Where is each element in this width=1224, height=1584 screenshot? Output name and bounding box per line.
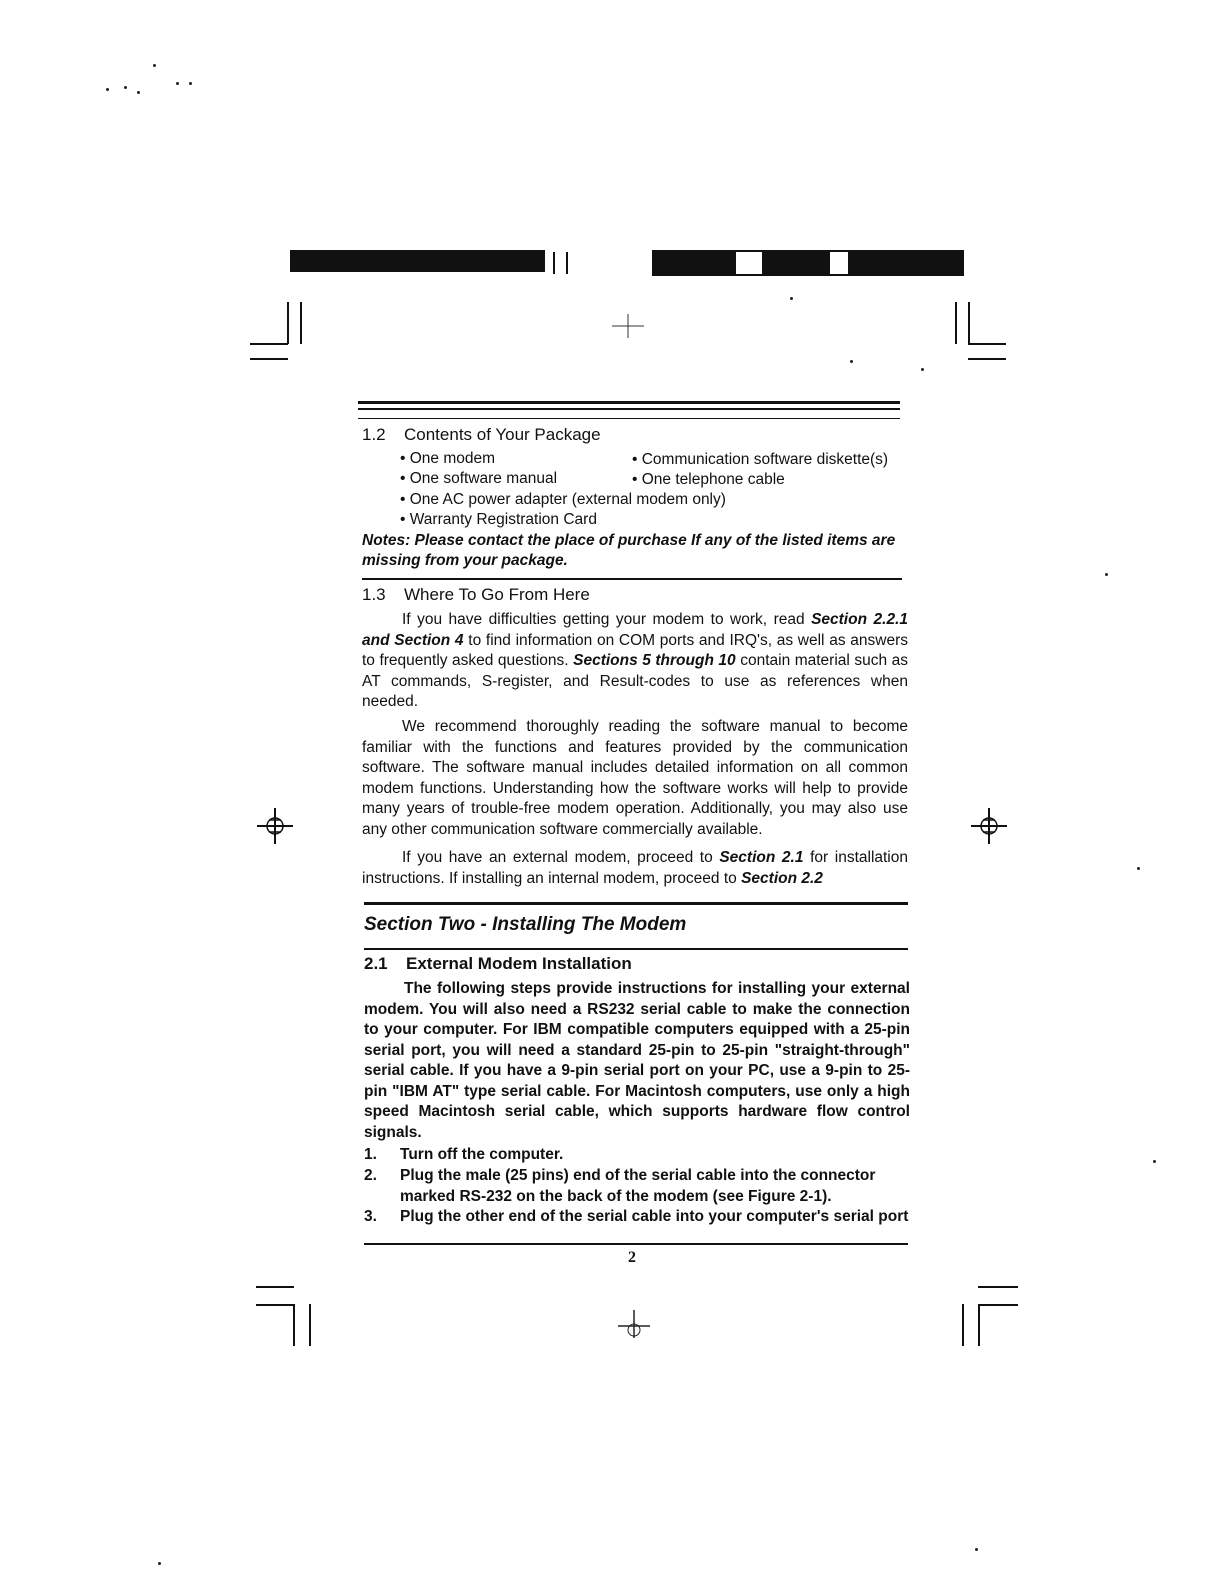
- step-text: Plug the other end of the serial cable into your computer's serial port: [400, 1208, 909, 1225]
- crop-mark-bottom-left-h2: [256, 1304, 294, 1306]
- registration-mark-bottom: [614, 1304, 654, 1344]
- step-text: Turn off the computer.: [400, 1146, 564, 1163]
- text-run: to find information on COM ports and IRQ's, as well as answers to frequently asked questions.: [362, 631, 908, 669]
- step-number: 1.: [364, 1146, 377, 1163]
- text-run: If you have difficulties getting your modem to work, read: [402, 611, 812, 628]
- top-rule-hairline: [358, 418, 900, 419]
- text-run: If you have an external modem, proceed to: [402, 849, 720, 866]
- scan-speck: [189, 82, 192, 85]
- rule-2-1: [364, 948, 908, 950]
- step-number: 3.: [364, 1208, 377, 1225]
- section-reference: Section 2.2: [741, 869, 823, 887]
- step-text: Plug the male (25 pins) end of the serial cable into the connector: [400, 1167, 876, 1184]
- heading-2-1: [364, 954, 632, 974]
- rule-1-3: [362, 578, 902, 580]
- section-two-title: Section Two - Installing The Modem: [364, 914, 687, 935]
- crop-mark-bottom-right-h: [978, 1304, 1018, 1306]
- package-item: • One modem: [400, 450, 496, 467]
- scan-speck: [975, 1548, 978, 1551]
- registration-mark-left: [255, 806, 295, 846]
- section-reference: Section 2.1: [719, 849, 804, 866]
- package-item: • Communication software diskette(s): [632, 451, 889, 468]
- crop-mark-top-left-v2: [300, 302, 302, 344]
- heading-1-2: [362, 425, 601, 445]
- crop-mark-bottom-left-v: [293, 1304, 295, 1346]
- crop-mark-bottom-left-h: [256, 1286, 294, 1288]
- scan-speck: [1105, 573, 1108, 576]
- step-number: 2.: [364, 1167, 377, 1184]
- crop-mark-bottom-right-v2: [978, 1304, 980, 1346]
- scan-speck: [137, 91, 140, 94]
- paragraph-software-manual: We recommend thoroughly reading the software manual to become familiar with the functions and features provided by the communication software. The software manual includes detailed information on all common modem functions. Understanding how the software works will help to provide many years of trouble-free modem operation. Additionally, you may also use any other communication software commercially available.: [362, 718, 908, 838]
- crop-mark-bottom-right-v: [962, 1304, 964, 1346]
- crop-mark-top-right-h: [968, 343, 1006, 345]
- scan-speck: [153, 64, 156, 67]
- package-item: • One software manual: [400, 470, 558, 487]
- install-step: [364, 1207, 910, 1228]
- rule-section-two: [364, 902, 908, 905]
- heading-1-3: [362, 585, 590, 605]
- text-run: for installation instructions. If installing an internal modem, proceed to: [362, 849, 908, 887]
- crop-mark-bottom-right-h2: [978, 1286, 1018, 1288]
- section-reference: Section 2.2.1 and Section 4: [362, 611, 908, 649]
- heading-number: 1.2: [362, 425, 386, 444]
- paragraph-where-to-go: [362, 610, 908, 713]
- heading-title: Where To Go From Here: [404, 585, 590, 604]
- scan-speck: [176, 82, 179, 85]
- scan-speck: [1153, 1160, 1156, 1163]
- crop-mark-bottom-left-v2: [309, 1304, 311, 1346]
- package-item: • One telephone cable: [632, 471, 785, 488]
- top-rule-thick: [358, 401, 900, 404]
- scan-speck: [790, 297, 793, 300]
- crop-mark-top-left-h2: [250, 358, 288, 360]
- scan-speck: [1137, 867, 1140, 870]
- package-notes: Notes: Please contact the place of purchase If any of the listed items are missing from your package.: [362, 532, 896, 569]
- crop-mark-top-right-h2: [968, 358, 1006, 360]
- install-step: [364, 1145, 910, 1166]
- header-bar-gap: [736, 252, 762, 274]
- crop-mark-top-left-v: [287, 302, 289, 344]
- header-tick: [553, 252, 555, 274]
- heading-title: Contents of Your Package: [404, 425, 601, 444]
- heading-number: 1.3: [362, 585, 386, 604]
- header-bar-left: [290, 250, 545, 272]
- scan-speck: [124, 86, 127, 89]
- scan-speck: [106, 88, 109, 91]
- rule-footer: [364, 1243, 908, 1245]
- top-rule-thin: [358, 408, 900, 410]
- crop-mark-top-right-v2: [968, 302, 970, 344]
- crop-mark-top-right-v: [955, 302, 957, 344]
- registration-mark-top: [608, 306, 648, 346]
- registration-mark-right: [969, 806, 1009, 846]
- install-step: [364, 1166, 910, 1207]
- header-bar-gap: [830, 252, 848, 274]
- paragraph-external-install: The following steps provide instructions for installing your external modem. You will also need a RS232 serial cable to make the connection to your computer. For IBM compatible computers equipped with a 25-pin serial port, you will need a standard 25-pin to 25-pin "straight-through" serial cable. If you have a 9-pin serial port on your PC, use a 9-pin to 25-pin "IBM AT" type serial cable. For Macintosh computers, use only a high speed Macintosh serial cable, which supports hardware flow control signals.: [364, 980, 910, 1141]
- header-bar-right: [652, 250, 964, 276]
- crop-mark-top-left-h: [250, 343, 288, 345]
- paragraph-proceed: [362, 848, 908, 889]
- scan-speck: [921, 368, 924, 371]
- page-number: 2: [628, 1249, 636, 1266]
- heading-title: External Modem Installation: [406, 954, 632, 973]
- scan-speck: [850, 360, 853, 363]
- section-reference: Sections 5 through 10: [573, 652, 736, 669]
- package-item: • One AC power adapter (external modem only): [400, 491, 726, 508]
- package-item: • Warranty Registration Card: [400, 511, 597, 528]
- header-tick: [566, 252, 568, 274]
- scan-speck: [158, 1562, 161, 1565]
- text-run: contain material such as AT commands, S-register, and Result-codes to use as references when needed.: [362, 652, 908, 710]
- step-text-continued: marked RS-232 on the back of the modem (see Figure 2-1).: [400, 1187, 832, 1205]
- heading-number: 2.1: [364, 954, 388, 973]
